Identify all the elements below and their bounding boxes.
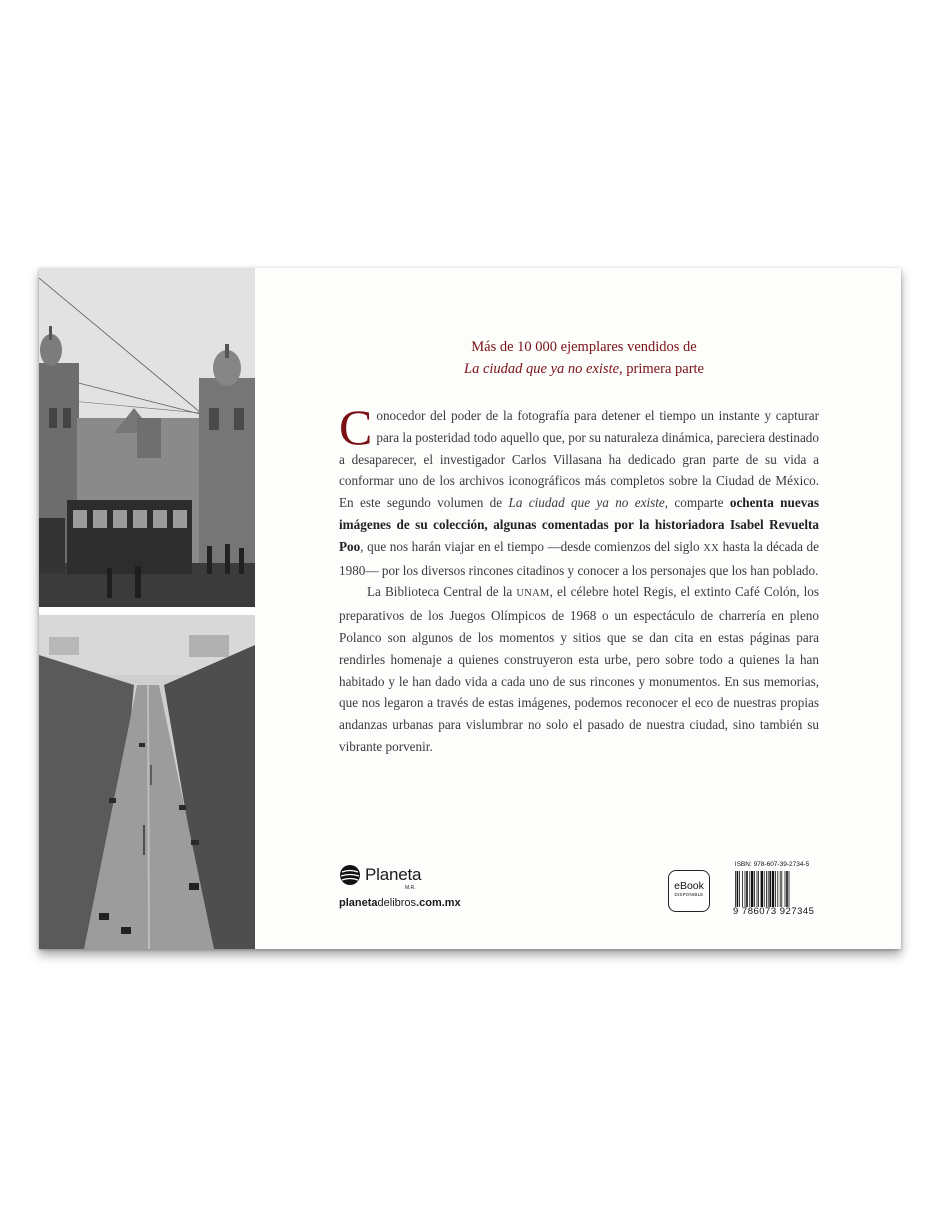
headline [339, 336, 829, 380]
url-part-1: planeta [339, 897, 378, 909]
p2-text-b: , el célebre hotel Regis, el extinto Café Colón, los preparativos de los Juegos Olímpicos de 1968 o un espectáculo de charrería en pleno Polanco son algunos de los momentos y sitios que se dan cita en estas páginas para rendirles homenaje a quienes construyeron esta urbe, pero sobre todo a quienes la han habitado y le han dado vida a cada uno de sus rincones y monumentos. En sus memorias, que nos legaron a través de estas imágenes, podemos reconocer el eco de nuestras propias andanzas urbanas para vislumbrar no solo el pasado de nuestra ciudad, sino también su vibrante porvenir. [339, 584, 819, 754]
url-part-2: delibros [377, 897, 417, 909]
ebook-available: DISPONIBLE [674, 892, 704, 897]
p2-text-a: La Biblioteca Central de la [367, 584, 517, 600]
barcode-bars [733, 871, 811, 907]
ebook-badge [668, 870, 710, 912]
publisher-name: Planeta [365, 865, 422, 884]
planeta-globe-icon [339, 864, 361, 886]
publisher-block [339, 863, 539, 909]
p1-text-d: hasta la década de 1980— por los diversos rincones citadinos y conocer a los personajes que los han poblado. [339, 538, 819, 578]
headline-line-1: Más de 10 000 ejemplares vendidos de [471, 339, 697, 355]
p1-highlight: ochenta nuevas imágenes de su colección, algunas comentadas por la historiadora Isabel Revuelta Poo [339, 495, 820, 554]
barcode-digits: 9 786073 927345 [733, 906, 815, 917]
cathedral-streetcar-photo [39, 268, 255, 607]
p2-unam: UNAM [516, 588, 550, 600]
registered-mark: M.R. [405, 885, 416, 891]
book-back-cover [39, 268, 901, 949]
headline-title: La ciudad que ya no existe [464, 361, 620, 377]
isbn-barcode [733, 861, 815, 917]
drop-cap: C [339, 399, 373, 455]
synopsis [339, 399, 820, 758]
synopsis-paragraph-2 [339, 581, 819, 757]
synopsis-paragraph-1 [339, 399, 820, 581]
p1-text-a: onocedor del poder de la fotografía para detener el tiempo un instante y capturar para la posteridad todo aquello que, por su naturaleza dinámica, pareciera destinado a desaparecer, el investigador Carlos Villasana ha dedicado gran parte de su vida a conformar uno de los archivos iconográficos más completos sobre la Ciudad de México. En este segundo volumen de [339, 408, 819, 511]
publisher-logo [339, 863, 539, 891]
url-part-3: .com.mx [416, 897, 461, 909]
p1-century: XX [703, 542, 719, 554]
isbn-text: ISBN: 978-607-39-2734-5 [734, 861, 810, 868]
avenue-aerial-photo [39, 615, 255, 949]
p1-text-b: , comparte [664, 495, 730, 511]
p1-text-c: , que nos harán viajar en el tiempo —desde comienzos del siglo [360, 538, 704, 554]
publisher-url [339, 897, 539, 909]
p1-book-title: La ciudad que ya no existe [508, 495, 665, 511]
headline-rest: , primera parte [619, 361, 704, 377]
headline-line-2 [339, 358, 829, 380]
ebook-label: eBook [674, 880, 704, 892]
